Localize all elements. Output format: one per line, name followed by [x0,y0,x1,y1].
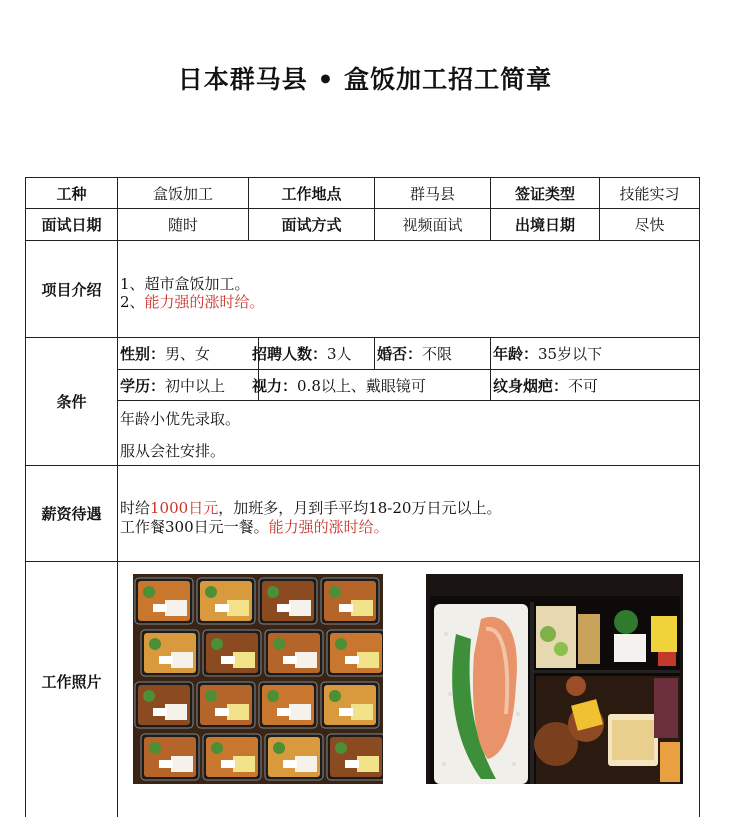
age-cell: 年龄： 35岁以下 [493,345,603,363]
interview-method-value: 视频面试 [402,216,463,234]
job-type-value: 盒饭加工 [152,184,213,203]
salary-line-1: 时给1000日元，加班多，月到手平均18-20万日元以上。 [120,499,502,517]
location-value: 群马县 [409,184,455,203]
page-title: 日本群马县 • 盒饭加工招工简章 [177,65,553,94]
project-line-1: 1、超市盒饭加工。 [120,275,250,293]
hourly-wage-highlight: 1000日元 [150,499,219,517]
gender-cell: 性别： 男、女 [120,345,211,363]
interview-date-value: 随时 [167,216,198,234]
job-type-label: 工种 [56,184,87,203]
project-line-2: 2、能力强的涨时给。 [120,293,265,311]
location-label: 工作地点 [281,184,342,203]
vision-cell: 视力： 0.8以上、戴眼镜可 [252,376,426,395]
tattoo-cell: 纹身烟疤： 不可 [493,376,599,395]
marital-cell: 婚否： 不限 [377,345,453,363]
interview-date-label: 面试日期 [41,216,102,234]
departure-label: 出境日期 [514,216,575,234]
headcount-cell: 招聘人数： 3人 [252,345,352,363]
project-label: 项目介绍 [41,280,102,299]
conditions-note-1: 年龄小优先录取。 [120,410,241,428]
salary-label: 薪资待遇 [41,505,102,523]
salary-raise-highlight: 能力强的涨时给。 [268,518,389,536]
recruitment-table [25,177,699,817]
supermarket-bento-photo [133,574,383,784]
photos-label: 工作照片 [41,672,102,691]
conditions-label: 条件 [56,393,87,411]
visa-label: 签证类型 [514,184,575,203]
conditions-note-2: 服从会社安排。 [120,442,226,460]
project-line-2-highlight: 能力强的涨时给。 [144,293,265,311]
salary-line-2: 工作餐300日元一餐。能力强的涨时给。 [120,518,389,536]
salmon-bento-photo [426,574,683,784]
interview-method-label: 面试方式 [281,216,342,234]
visa-value: 技能实习 [619,184,680,203]
education-cell: 学历： 初中以上 [120,376,226,395]
departure-value: 尽快 [634,216,665,234]
